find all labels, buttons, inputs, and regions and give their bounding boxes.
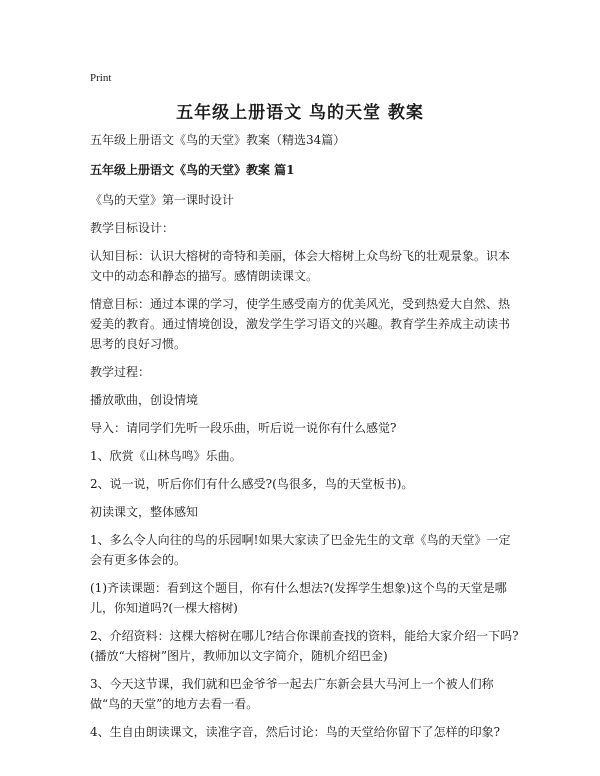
document-subtitle: 五年级上册语文《鸟的天堂》教案（精选34篇） bbox=[90, 133, 346, 147]
paragraph-cognitive-goal: 认知目标：认识大榕树的奇特和美丽，体会大榕树上众鸟纷飞的壮观景象。识本文中的动态和静态的描写。感情朗读课文。 bbox=[90, 249, 511, 283]
paragraph-song: 播放歌曲，创设情境 bbox=[90, 393, 199, 407]
paragraph-step-1: 1、欣赏《山林鸟鸣》乐曲。 bbox=[90, 449, 242, 463]
paragraph-reading-title: (1)齐读课题：看到这个题目，你有什么想法?(发挥学生想象)这个鸟的天堂是哪儿，你知道吗?(一棵大榕树) bbox=[90, 581, 507, 615]
paragraph-reading-3: 3、今天这节课，我们就和巴金爷爷一起去广东新会县大马河上一个被人们称做“鸟的天堂”的地方去看一看。 bbox=[90, 677, 494, 711]
paragraph-reading-1: 1、多么令人向往的鸟的乐园啊!如果大家读了巴金先生的文章《鸟的天堂》一定会有更多体会的。 bbox=[90, 533, 511, 567]
paragraph-first-reading: 初读课文，整体感知 bbox=[90, 505, 199, 519]
paragraph-step-2: 2、说一说，听后你们有什么感受?(鸟很多，鸟的天堂板书)。 bbox=[90, 477, 414, 491]
paragraph-lesson-design: 《鸟的天堂》第一课时设计 bbox=[90, 193, 235, 207]
paragraph-affective-goal: 情意目标：通过本课的学习，使学生感受南方的优美风光，受到热爱大自然、热爱美的教育。通过情境创设，激发学生学习语文的兴趣。教育学生养成主动读书思考的良好习惯。 bbox=[90, 297, 511, 351]
paragraph-goals-heading: 教学目标设计： bbox=[90, 221, 175, 235]
paragraph-reading-4: 4、生自由朗读课文，读准字音，然后讨论：鸟的天堂给你留下了怎样的印象? bbox=[90, 725, 501, 739]
paragraph-process-heading: 教学过程： bbox=[90, 365, 151, 379]
document-body bbox=[90, 130, 520, 750]
section-heading: 五年级上册语文《鸟的天堂》教案 篇1 bbox=[90, 163, 295, 177]
paragraph-reading-2: 2、介绍资料：这棵大榕树在哪儿?结合你课前查找的资料，能给大家介绍一下吗?(播放“大榕树”图片，教师加以文字简介，随机介绍巴金) bbox=[90, 629, 519, 663]
paragraph-intro: 导入：请同学们先听一段乐曲，听后说一说你有什么感觉? bbox=[90, 421, 397, 435]
document-title: 五年级上册语文 鸟的天堂 教案 bbox=[176, 103, 424, 123]
print-link[interactable]: Print bbox=[90, 72, 112, 84]
